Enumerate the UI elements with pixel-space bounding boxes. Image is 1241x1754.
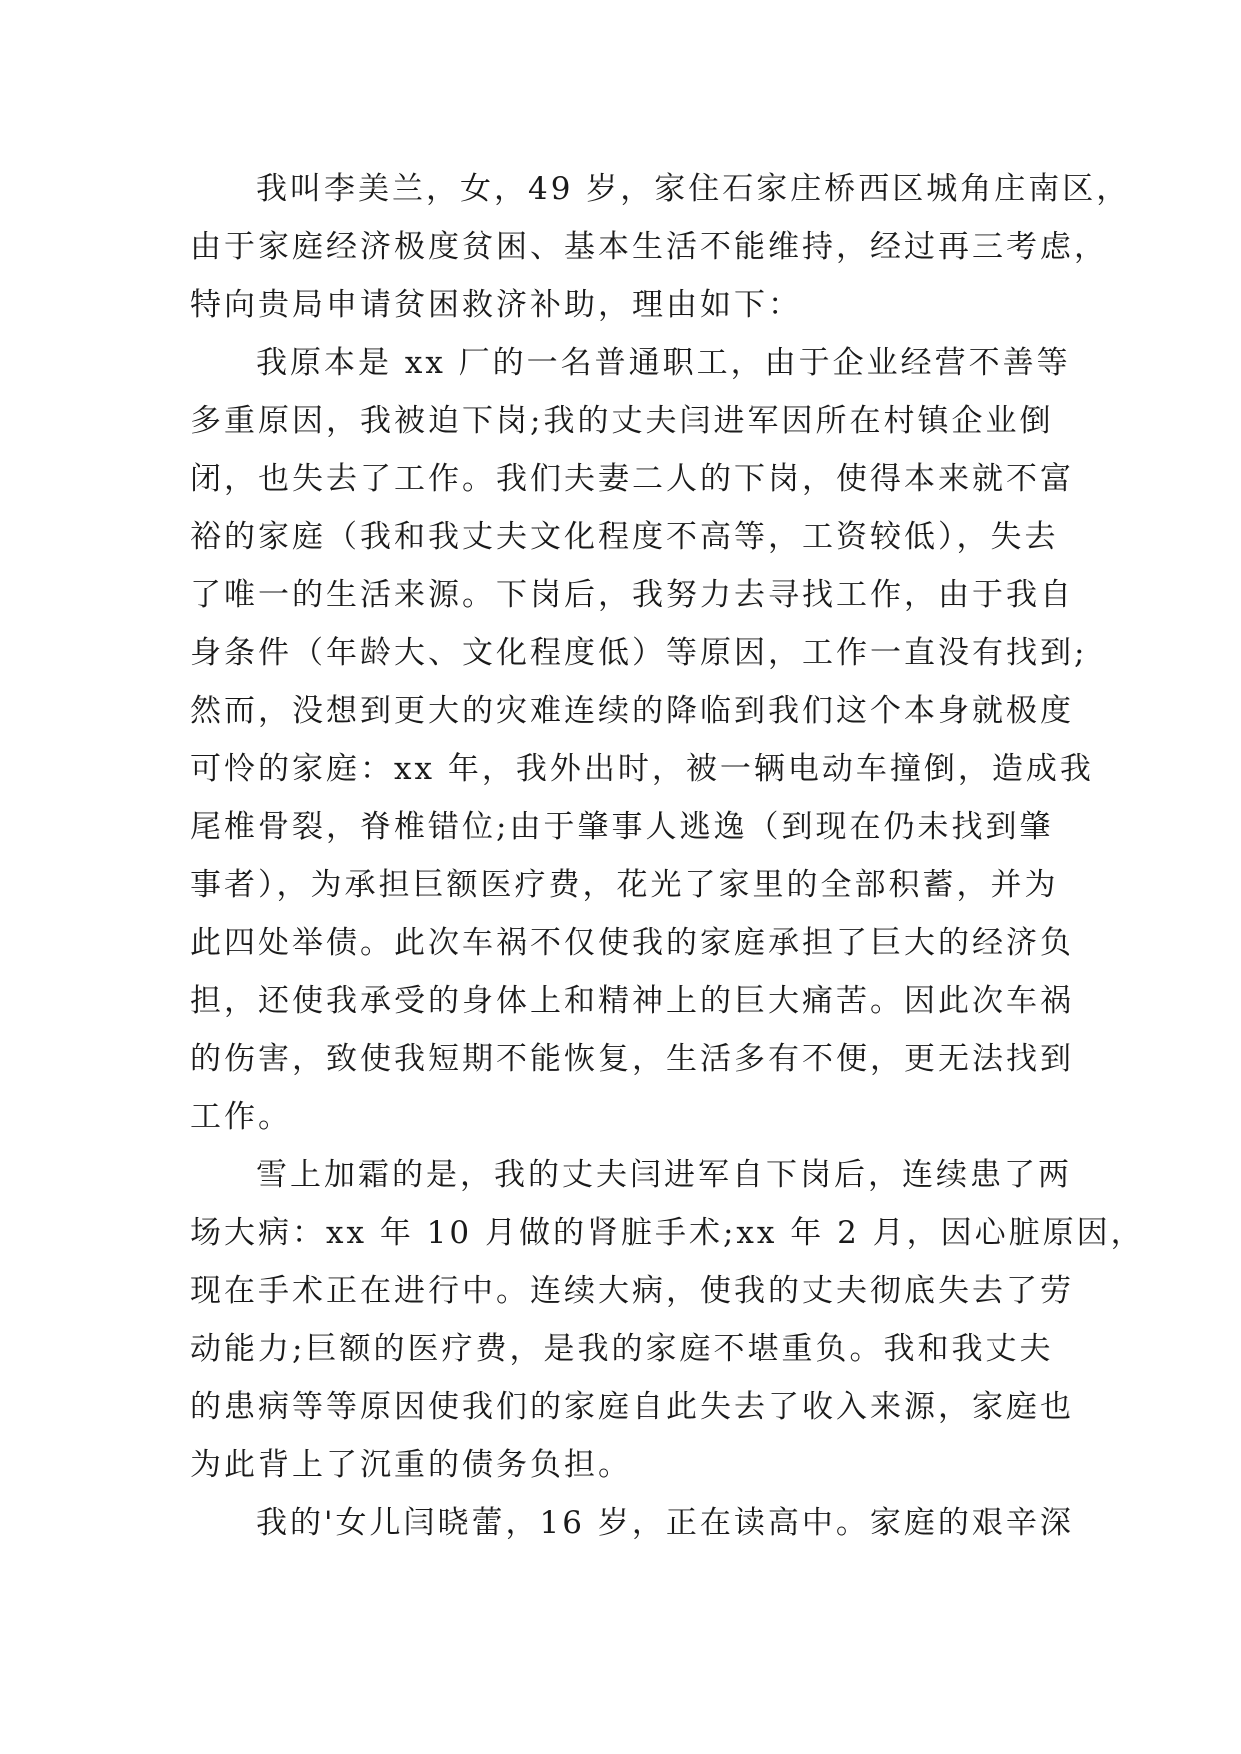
paragraph-line: 多重原因，我被迫下岗;我的丈夫闫进军因所在村镇企业倒 — [190, 403, 1054, 439]
paragraph-line: 裕的家庭（我和我丈夫文化程度不高等，工资较低），失去 — [190, 519, 1059, 555]
paragraph-line: 由于家庭经济极度贫困、基本生活不能维持，经过再三考虑， — [190, 229, 1108, 265]
paragraph-line: 我的'女儿闫晓蕾，16 岁，正在读高中。家庭的艰辛深 — [256, 1505, 1074, 1541]
paragraph-line: 雪上加霜的是，我的丈夫闫进军自下岗后，连续患了两 — [256, 1157, 1072, 1193]
paragraph-line: 了唯一的生活来源。下岗后，我努力去寻找工作，由于我自 — [190, 577, 1074, 613]
paragraph-line: 现在手术正在进行中。连续大病，使我的丈夫彻底失去了劳 — [190, 1273, 1074, 1309]
paragraph-line: 特向贵局申请贫困救济补助，理由如下： — [190, 287, 802, 323]
paragraph-line: 闭，也失去了工作。我们夫妻二人的下岗，使得本来就不富 — [190, 461, 1074, 497]
paragraph-line: 此四处举债。此次车祸不仅使我的家庭承担了巨大的经济负 — [190, 925, 1074, 961]
paragraph-line: 事者），为承担巨额医疗费，花光了家里的全部积蓄，并为 — [190, 867, 1059, 903]
document-body — [190, 160, 1145, 1552]
paragraph-line: 身条件（年龄大、文化程度低）等原因，工作一直没有找到; — [190, 635, 1088, 671]
paragraph-line: 的患病等等原因使我们的家庭自此失去了收入来源，家庭也 — [190, 1389, 1074, 1425]
paragraph-line: 的伤害，致使我短期不能恢复，生活多有不便，更无法找到 — [190, 1041, 1074, 1077]
paragraph-line: 然而，没想到更大的灾难连续的降临到我们这个本身就极度 — [190, 693, 1074, 729]
paragraph-line: 担，还使我承受的身体上和精神上的巨大痛苦。因此次车祸 — [190, 983, 1074, 1019]
paragraph-line: 我叫李美兰，女，49 岁，家住石家庄桥西区城角庄南区， — [256, 171, 1131, 207]
paragraph-line: 我原本是 xx 厂的一名普通职工，由于企业经营不善等 — [256, 345, 1071, 381]
paragraph-line: 动能力;巨额的医疗费，是我的家庭不堪重负。我和我丈夫 — [190, 1331, 1054, 1367]
paragraph-line: 为此背上了沉重的债务负担。 — [190, 1447, 632, 1483]
paragraph-line: 工作。 — [190, 1099, 292, 1135]
paragraph-line: 尾椎骨裂，脊椎错位;由于肇事人逃逸（到现在仍未找到肇 — [190, 809, 1054, 845]
paragraph-line: 可怜的家庭：xx 年，我外出时，被一辆电动车撞倒，造成我 — [190, 751, 1094, 787]
paragraph-line: 场大病：xx 年 10 月做的肾脏手术;xx 年 2 月，因心脏原因， — [190, 1215, 1145, 1251]
